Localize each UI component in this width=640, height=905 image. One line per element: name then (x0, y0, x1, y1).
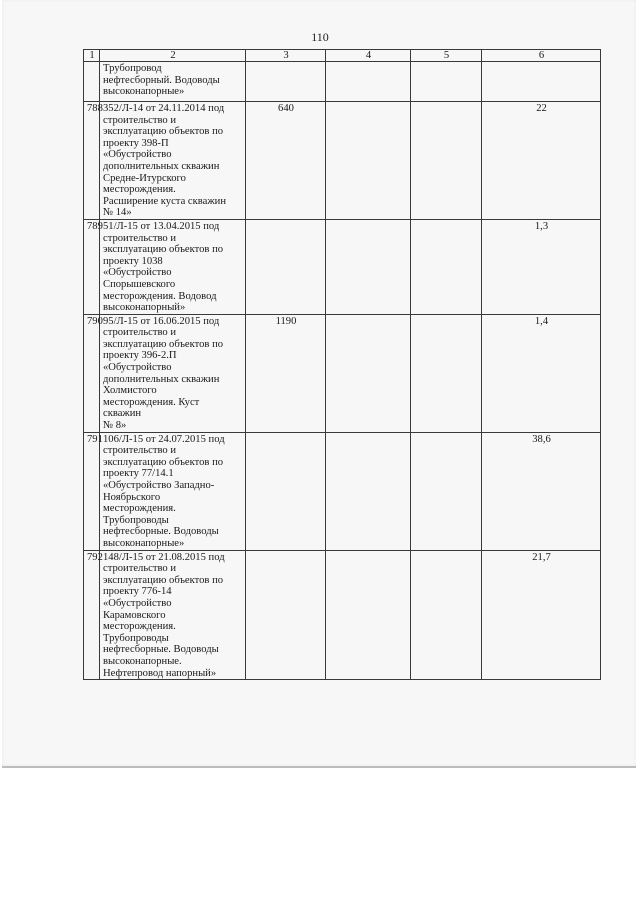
row-description: 51/Л-15 от 13.04.2015 под строительство и эксплуатацию объектов по проекту 1038 «Обустройство Спорышевского месторождения. Водовод высоконапорный» (100, 219, 246, 314)
row-col3: 1190 (246, 314, 326, 432)
row-col4 (326, 314, 411, 432)
row-number (84, 62, 100, 102)
row-col4 (326, 102, 411, 220)
table-row (84, 102, 601, 220)
row-col6: 38,6 (482, 432, 601, 550)
row-col4 (326, 550, 411, 680)
row-description: 95/Л-15 от 16.06.2015 под строительство и эксплуатацию объектов по проекту 396-2.П «Обустройство дополнительных скважин Холмистого месторождения. Куст скважин № 8» (100, 314, 246, 432)
table-header-row (84, 50, 601, 62)
row-col3 (246, 219, 326, 314)
row-col4 (326, 432, 411, 550)
row-col5 (411, 550, 482, 680)
row-col6 (482, 62, 601, 102)
row-col5 (411, 62, 482, 102)
row-col4 (326, 62, 411, 102)
table-row (84, 314, 601, 432)
row-number: 791 (84, 432, 100, 550)
row-col5 (411, 102, 482, 220)
row-description: Трубопровод нефтесборный. Водоводы высоконапорные» (100, 62, 246, 102)
page-number: 110 (311, 30, 329, 44)
column-header-1: 1 (84, 50, 100, 62)
column-header-2: 2 (100, 50, 246, 62)
table-row (84, 550, 601, 680)
row-number: 788 (84, 102, 100, 220)
row-number: 792 (84, 550, 100, 680)
row-number: 789 (84, 219, 100, 314)
row-col3 (246, 62, 326, 102)
row-col3 (246, 432, 326, 550)
row-col3: 640 (246, 102, 326, 220)
row-col6: 21,7 (482, 550, 601, 680)
row-col6: 1,4 (482, 314, 601, 432)
row-col3 (246, 550, 326, 680)
table-row (84, 219, 601, 314)
row-col5 (411, 432, 482, 550)
column-header-3: 3 (246, 50, 326, 62)
row-col6: 1,3 (482, 219, 601, 314)
row-description: 148/Л-15 от 21.08.2015 под строительство и эксплуатацию объектов по проекту 776-14 «Обустройство Карамовского месторождения. Трубопроводы нефтесборные. Водоводы высоконапорные. Нефтепровод напорный» (100, 550, 246, 680)
row-col5 (411, 219, 482, 314)
table-row (84, 62, 601, 102)
column-header-4: 4 (326, 50, 411, 62)
row-description: 352/Л-14 от 24.11.2014 под строительство и эксплуатацию объектов по проекту 398-П «Обустройство дополнительных скважин Средне-Итурского месторождения. Расширение куста скважин № 14» (100, 102, 246, 220)
column-header-6: 6 (482, 50, 601, 62)
row-col5 (411, 314, 482, 432)
row-description: 106/Л-15 от 24.07.2015 под строительство и эксплуатацию объектов по проекту 77/14.1 «Обустройство Западно- Ноябрьского месторождения. Трубопроводы нефтесборные. Водоводы высоконапорные» (100, 432, 246, 550)
land-plots-table (83, 49, 601, 680)
column-header-5: 5 (411, 50, 482, 62)
row-col4 (326, 219, 411, 314)
row-col6: 22 (482, 102, 601, 220)
table-row (84, 432, 601, 550)
row-number: 790 (84, 314, 100, 432)
